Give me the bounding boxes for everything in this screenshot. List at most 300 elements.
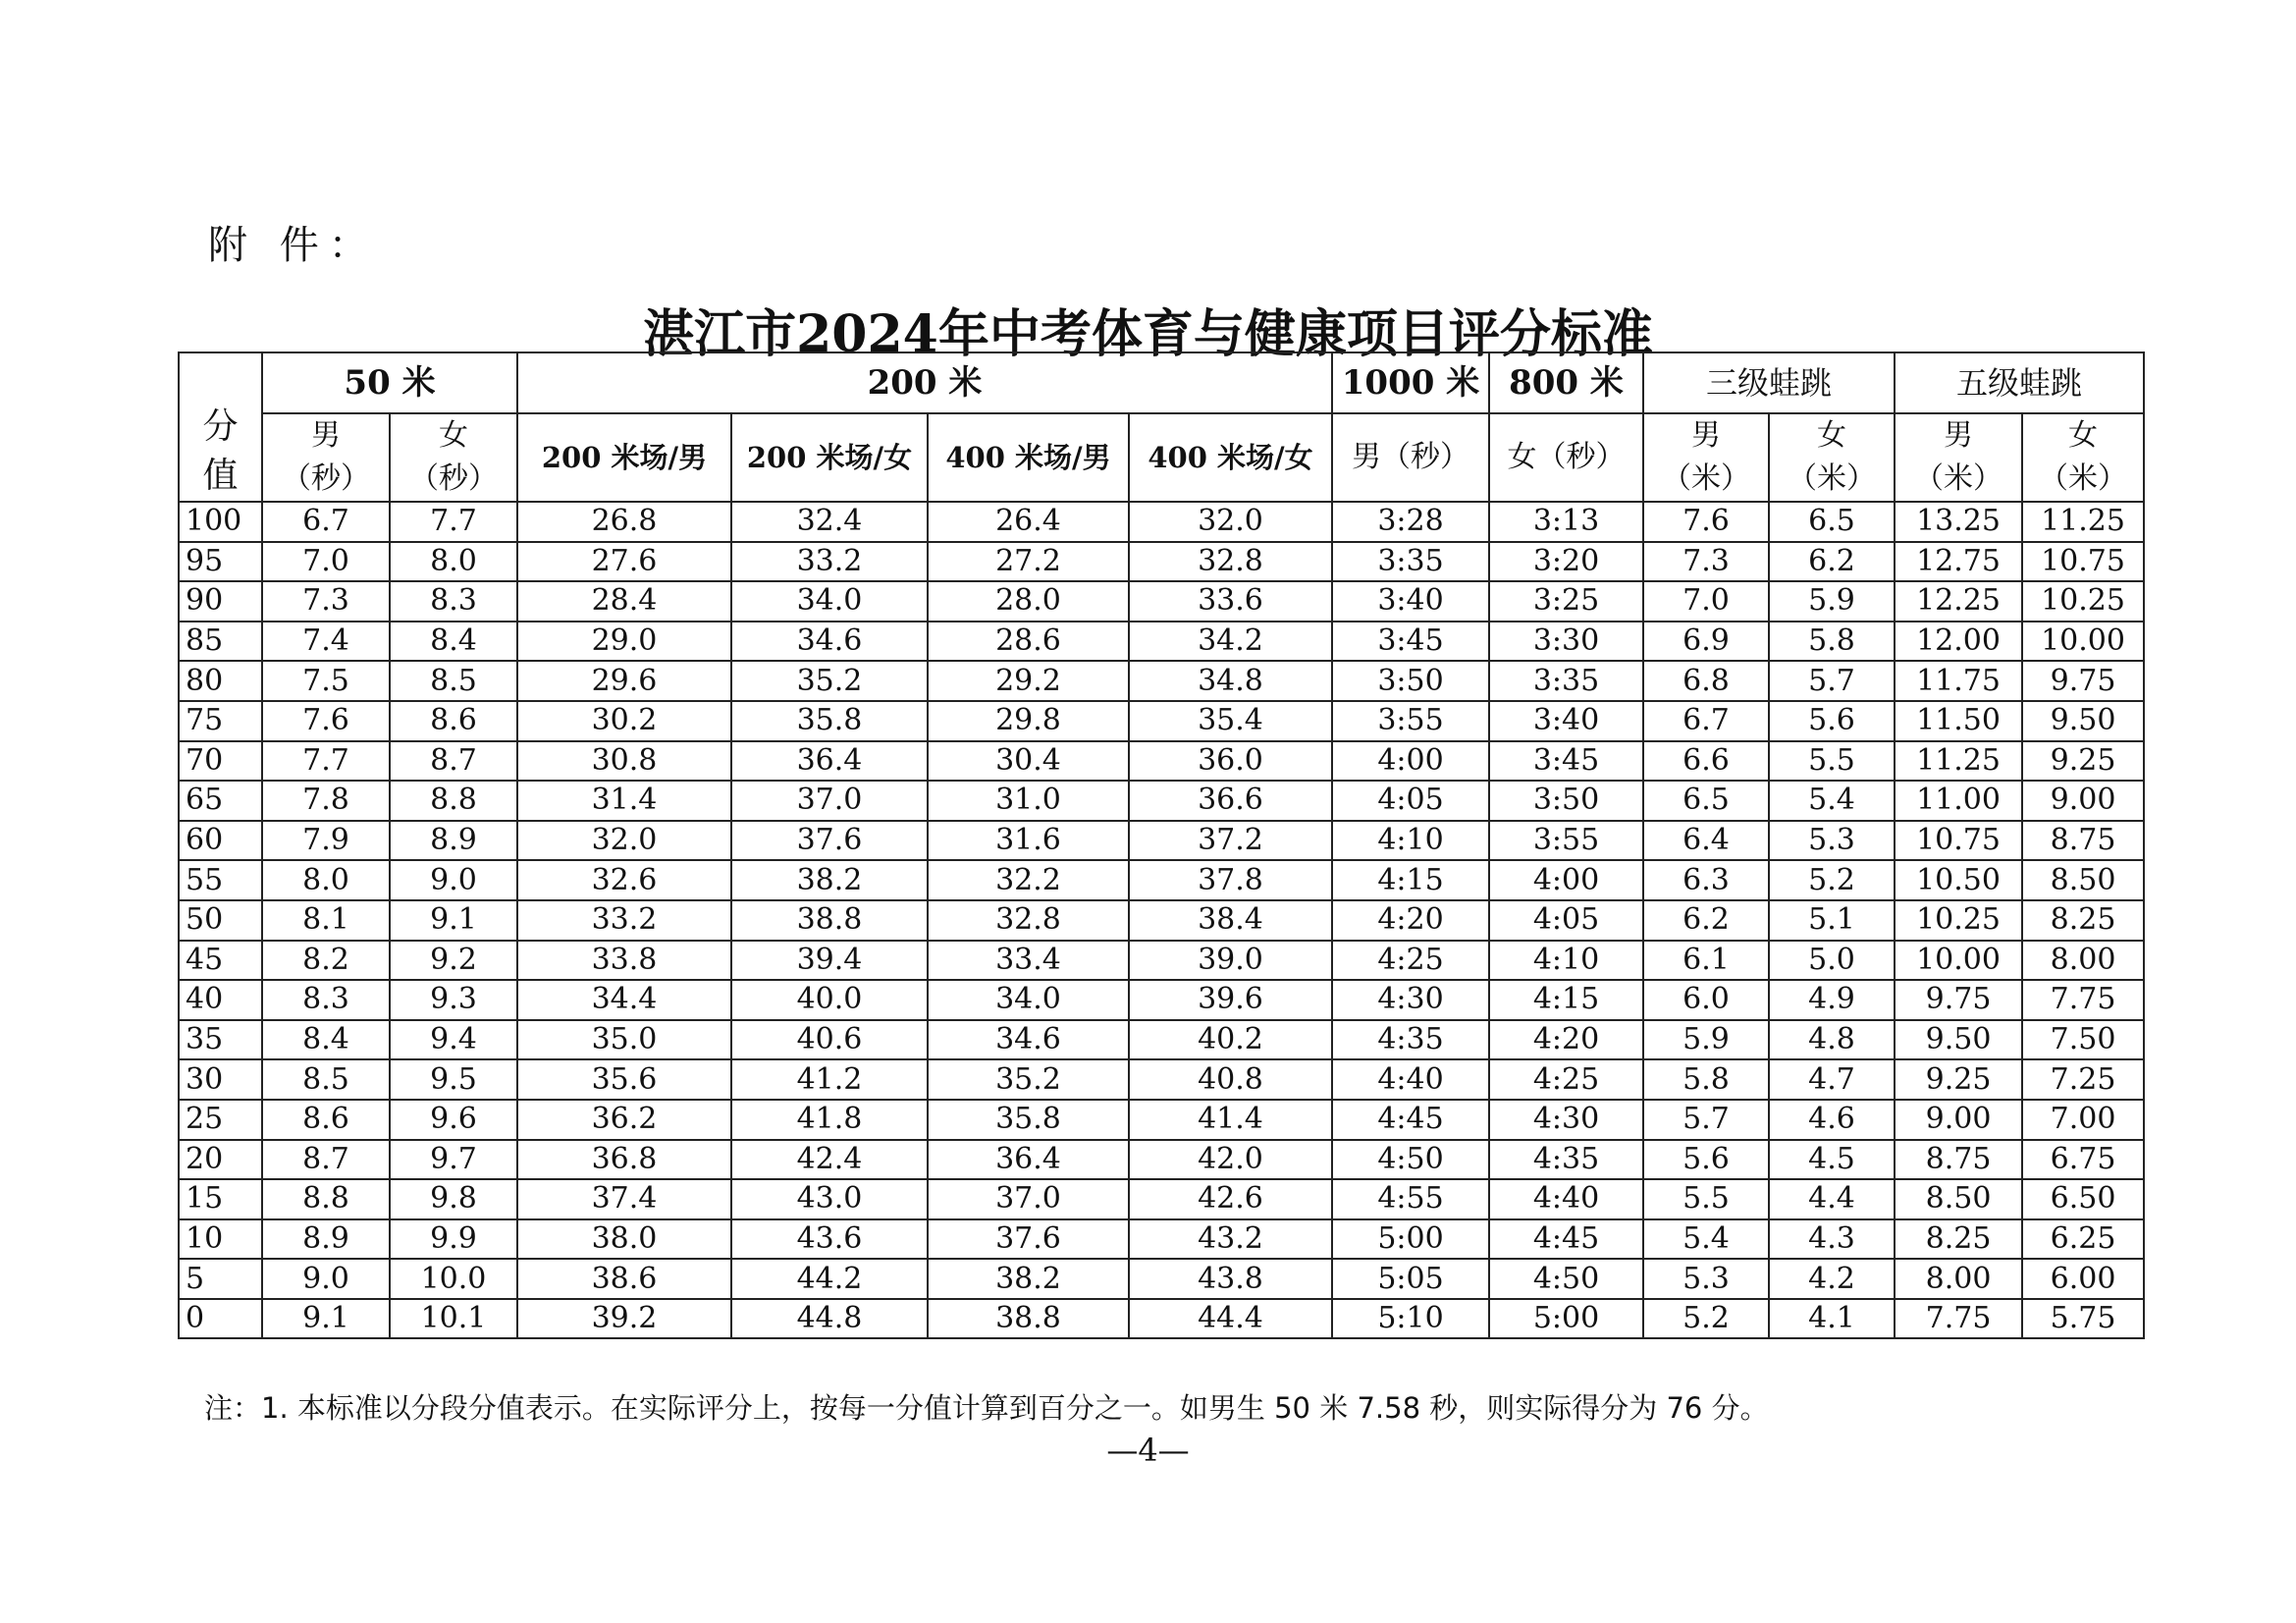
table-cell: 28.4 bbox=[517, 581, 731, 622]
table-cell: 29.0 bbox=[517, 622, 731, 662]
table-cell: 43.8 bbox=[1129, 1259, 1332, 1299]
table-cell: 11.75 bbox=[1895, 661, 2022, 701]
score-cell: 80 bbox=[179, 661, 262, 701]
table-cell: 10.25 bbox=[1895, 900, 2022, 941]
table-cell: 43.0 bbox=[731, 1179, 928, 1219]
table-cell: 3:45 bbox=[1332, 622, 1489, 662]
table-cell: 35.2 bbox=[731, 661, 928, 701]
table-cell: 4:15 bbox=[1332, 860, 1489, 900]
table-cell: 5.9 bbox=[1643, 1020, 1769, 1060]
table-cell: 35.2 bbox=[928, 1059, 1129, 1100]
table-cell: 4:35 bbox=[1332, 1020, 1489, 1060]
table-cell: 6.6 bbox=[1643, 741, 1769, 782]
table-cell: 9.25 bbox=[1895, 1059, 2022, 1100]
table-cell: 29.8 bbox=[928, 701, 1129, 741]
table-cell: 3:45 bbox=[1489, 741, 1643, 782]
table-cell: 37.4 bbox=[517, 1179, 731, 1219]
table-cell: 5.3 bbox=[1643, 1259, 1769, 1299]
table-cell: 8.00 bbox=[1895, 1259, 2022, 1299]
table-row bbox=[179, 781, 2144, 821]
table-cell: 3:30 bbox=[1489, 622, 1643, 662]
table-cell: 3:28 bbox=[1332, 502, 1489, 542]
table-cell: 5:10 bbox=[1332, 1299, 1489, 1339]
table-cell: 10.75 bbox=[1895, 821, 2022, 861]
header-50m-female: 女 （秒） bbox=[390, 413, 517, 502]
table-cell: 4:55 bbox=[1332, 1179, 1489, 1219]
score-cell: 70 bbox=[179, 741, 262, 782]
table-cell: 9.0 bbox=[390, 860, 517, 900]
table-cell: 3:13 bbox=[1489, 502, 1643, 542]
table-cell: 6.50 bbox=[2022, 1179, 2144, 1219]
table-cell: 8.5 bbox=[262, 1059, 390, 1100]
table-cell: 6.5 bbox=[1643, 781, 1769, 821]
table-cell: 7.6 bbox=[262, 701, 390, 741]
table-cell: 35.8 bbox=[928, 1100, 1129, 1140]
table-cell: 8.6 bbox=[390, 701, 517, 741]
table-cell: 5.4 bbox=[1769, 781, 1895, 821]
table-row bbox=[179, 821, 2144, 861]
table-cell: 34.2 bbox=[1129, 622, 1332, 662]
table-row bbox=[179, 661, 2144, 701]
table-cell: 7.0 bbox=[262, 542, 390, 582]
table-cell: 30.8 bbox=[517, 741, 731, 782]
table-cell: 43.2 bbox=[1129, 1219, 1332, 1260]
table-cell: 4:35 bbox=[1489, 1140, 1643, 1180]
table-cell: 4:40 bbox=[1489, 1179, 1643, 1219]
table-cell: 34.0 bbox=[731, 581, 928, 622]
table-cell: 3:50 bbox=[1332, 661, 1489, 701]
table-cell: 27.2 bbox=[928, 542, 1129, 582]
table-cell: 4:30 bbox=[1489, 1100, 1643, 1140]
table-cell: 5.75 bbox=[2022, 1299, 2144, 1339]
header-200m-field-female: 200 米场/女 bbox=[731, 413, 928, 502]
table-cell: 11.50 bbox=[1895, 701, 2022, 741]
table-row bbox=[179, 1219, 2144, 1260]
table-cell: 8.8 bbox=[390, 781, 517, 821]
table-cell: 35.4 bbox=[1129, 701, 1332, 741]
table-cell: 4.4 bbox=[1769, 1179, 1895, 1219]
table-cell: 5:00 bbox=[1489, 1299, 1643, 1339]
table-cell: 10.1 bbox=[390, 1299, 517, 1339]
table-cell: 4:45 bbox=[1332, 1100, 1489, 1140]
table-row bbox=[179, 1140, 2144, 1180]
table-cell: 4:25 bbox=[1489, 1059, 1643, 1100]
table-cell: 6.0 bbox=[1643, 980, 1769, 1020]
table-row bbox=[179, 1179, 2144, 1219]
table-cell: 40.0 bbox=[731, 980, 928, 1020]
table-cell: 4.8 bbox=[1769, 1020, 1895, 1060]
header-frog5-male: 男 （米） bbox=[1895, 413, 2022, 502]
table-row bbox=[179, 1299, 2144, 1339]
table-cell: 7.4 bbox=[262, 622, 390, 662]
table-cell: 26.8 bbox=[517, 502, 731, 542]
table-cell: 8.9 bbox=[390, 821, 517, 861]
table-cell: 8.50 bbox=[1895, 1179, 2022, 1219]
table-cell: 39.0 bbox=[1129, 941, 1332, 981]
table-cell: 7.3 bbox=[1643, 542, 1769, 582]
table-cell: 3:35 bbox=[1489, 661, 1643, 701]
header-score-label: 分 值 bbox=[202, 406, 239, 496]
table-cell: 8.7 bbox=[390, 741, 517, 782]
header-1000m: 1000 米 bbox=[1332, 352, 1489, 413]
table-cell: 9.00 bbox=[2022, 781, 2144, 821]
table-cell: 5.3 bbox=[1769, 821, 1895, 861]
table-cell: 4:45 bbox=[1489, 1219, 1643, 1260]
table-cell: 5.8 bbox=[1643, 1059, 1769, 1100]
table-cell: 5.6 bbox=[1769, 701, 1895, 741]
table-cell: 36.4 bbox=[731, 741, 928, 782]
table-cell: 44.8 bbox=[731, 1299, 928, 1339]
table-cell: 6.7 bbox=[262, 502, 390, 542]
table-cell: 38.8 bbox=[731, 900, 928, 941]
table-row bbox=[179, 701, 2144, 741]
table-cell: 4:40 bbox=[1332, 1059, 1489, 1100]
table-cell: 38.2 bbox=[731, 860, 928, 900]
table-cell: 4.9 bbox=[1769, 980, 1895, 1020]
table-cell: 4:50 bbox=[1332, 1140, 1489, 1180]
table-cell: 33.2 bbox=[517, 900, 731, 941]
table-cell: 4:10 bbox=[1332, 821, 1489, 861]
table-cell: 31.4 bbox=[517, 781, 731, 821]
table-cell: 36.2 bbox=[517, 1100, 731, 1140]
table-cell: 3:55 bbox=[1489, 821, 1643, 861]
table-cell: 4:00 bbox=[1489, 860, 1643, 900]
table-cell: 10.75 bbox=[2022, 542, 2144, 582]
table-cell: 3:35 bbox=[1332, 542, 1489, 582]
table-cell: 26.4 bbox=[928, 502, 1129, 542]
table-cell: 37.2 bbox=[1129, 821, 1332, 861]
header-400m-field-male: 400 米场/男 bbox=[928, 413, 1129, 502]
table-cell: 37.6 bbox=[928, 1219, 1129, 1260]
table-cell: 7.7 bbox=[390, 502, 517, 542]
table-cell: 10.00 bbox=[2022, 622, 2144, 662]
score-cell: 45 bbox=[179, 941, 262, 981]
table-cell: 3:40 bbox=[1489, 701, 1643, 741]
footnote: 注：1. 本标准以分段分值表示。在实际评分上，按每一分值计算到百分之一。如男生 50 米 7.58 秒，则实际得分为 76 分。 bbox=[204, 1391, 1769, 1425]
table-cell: 3:40 bbox=[1332, 581, 1489, 622]
table-cell: 29.6 bbox=[517, 661, 731, 701]
table-row bbox=[179, 622, 2144, 662]
page-number: —4— bbox=[1106, 1432, 1190, 1469]
table-cell: 7.75 bbox=[2022, 980, 2144, 1020]
table-cell: 8.0 bbox=[390, 542, 517, 582]
table-row bbox=[179, 1020, 2144, 1060]
table-cell: 7.3 bbox=[262, 581, 390, 622]
table-row bbox=[179, 1059, 2144, 1100]
table-cell: 9.2 bbox=[390, 941, 517, 981]
table-cell: 9.00 bbox=[1895, 1100, 2022, 1140]
table-cell: 4.6 bbox=[1769, 1100, 1895, 1140]
header-50m-male: 男 （秒） bbox=[262, 413, 390, 502]
score-cell: 90 bbox=[179, 581, 262, 622]
table-cell: 33.2 bbox=[731, 542, 928, 582]
table-cell: 32.8 bbox=[1129, 542, 1332, 582]
table-cell: 8.6 bbox=[262, 1100, 390, 1140]
score-cell: 40 bbox=[179, 980, 262, 1020]
table-cell: 28.6 bbox=[928, 622, 1129, 662]
table-row bbox=[179, 581, 2144, 622]
table-cell: 44.4 bbox=[1129, 1299, 1332, 1339]
table-cell: 7.7 bbox=[262, 741, 390, 782]
table-cell: 8.3 bbox=[262, 980, 390, 1020]
table-cell: 10.00 bbox=[1895, 941, 2022, 981]
table-cell: 6.25 bbox=[2022, 1219, 2144, 1260]
table-row bbox=[179, 900, 2144, 941]
table-cell: 35.0 bbox=[517, 1020, 731, 1060]
table-cell: 40.8 bbox=[1129, 1059, 1332, 1100]
table-cell: 9.5 bbox=[390, 1059, 517, 1100]
table-cell: 11.25 bbox=[2022, 502, 2144, 542]
table-cell: 37.0 bbox=[928, 1179, 1129, 1219]
table-cell: 36.4 bbox=[928, 1140, 1129, 1180]
table-cell: 34.0 bbox=[928, 980, 1129, 1020]
table-cell: 42.4 bbox=[731, 1140, 928, 1180]
table-cell: 38.0 bbox=[517, 1219, 731, 1260]
table-cell: 5.6 bbox=[1643, 1140, 1769, 1180]
table-cell: 12.75 bbox=[1895, 542, 2022, 582]
table-cell: 36.6 bbox=[1129, 781, 1332, 821]
score-cell: 65 bbox=[179, 781, 262, 821]
table-cell: 5:05 bbox=[1332, 1259, 1489, 1299]
table-cell: 4.5 bbox=[1769, 1140, 1895, 1180]
table-cell: 3:25 bbox=[1489, 581, 1643, 622]
score-cell: 30 bbox=[179, 1059, 262, 1100]
table-cell: 5.2 bbox=[1643, 1299, 1769, 1339]
table-cell: 7.0 bbox=[1643, 581, 1769, 622]
score-cell: 10 bbox=[179, 1219, 262, 1260]
table-cell: 8.7 bbox=[262, 1140, 390, 1180]
table-cell: 36.8 bbox=[517, 1140, 731, 1180]
table-cell: 5.5 bbox=[1643, 1179, 1769, 1219]
table-cell: 10.50 bbox=[1895, 860, 2022, 900]
table-cell: 6.9 bbox=[1643, 622, 1769, 662]
table-cell: 4:20 bbox=[1489, 1020, 1643, 1060]
table-cell: 9.1 bbox=[390, 900, 517, 941]
table-cell: 9.50 bbox=[1895, 1020, 2022, 1060]
table-cell: 33.4 bbox=[928, 941, 1129, 981]
table-cell: 32.0 bbox=[517, 821, 731, 861]
header-200m: 200 米 bbox=[517, 352, 1332, 413]
table-cell: 34.8 bbox=[1129, 661, 1332, 701]
table-cell: 4:10 bbox=[1489, 941, 1643, 981]
header-800m: 800 米 bbox=[1489, 352, 1643, 413]
table-cell: 5.1 bbox=[1769, 900, 1895, 941]
table-cell: 5.7 bbox=[1643, 1100, 1769, 1140]
table-cell: 8.4 bbox=[390, 622, 517, 662]
table-cell: 8.75 bbox=[2022, 821, 2144, 861]
table-cell: 44.2 bbox=[731, 1259, 928, 1299]
table-cell: 39.6 bbox=[1129, 980, 1332, 1020]
table-cell: 43.6 bbox=[731, 1219, 928, 1260]
table-cell: 30.2 bbox=[517, 701, 731, 741]
table-cell: 41.4 bbox=[1129, 1100, 1332, 1140]
table-cell: 4:30 bbox=[1332, 980, 1489, 1020]
table-cell: 5:00 bbox=[1332, 1219, 1489, 1260]
table-cell: 4.2 bbox=[1769, 1259, 1895, 1299]
table-cell: 5.4 bbox=[1643, 1219, 1769, 1260]
table-cell: 8.4 bbox=[262, 1020, 390, 1060]
score-cell: 95 bbox=[179, 542, 262, 582]
table-cell: 5.8 bbox=[1769, 622, 1895, 662]
score-cell: 15 bbox=[179, 1179, 262, 1219]
table-cell: 41.2 bbox=[731, 1059, 928, 1100]
table-cell: 9.25 bbox=[2022, 741, 2144, 782]
table-cell: 6.7 bbox=[1643, 701, 1769, 741]
header-400m-field-female: 400 米场/女 bbox=[1129, 413, 1332, 502]
table-cell: 7.50 bbox=[2022, 1020, 2144, 1060]
table-cell: 29.2 bbox=[928, 661, 1129, 701]
score-cell: 85 bbox=[179, 622, 262, 662]
header-frog3-female: 女 （米） bbox=[1769, 413, 1895, 502]
table-cell: 8.1 bbox=[262, 900, 390, 941]
table-cell: 8.00 bbox=[2022, 941, 2144, 981]
table-cell: 4:00 bbox=[1332, 741, 1489, 782]
table-cell: 40.2 bbox=[1129, 1020, 1332, 1060]
table-cell: 32.6 bbox=[517, 860, 731, 900]
table-cell: 30.4 bbox=[928, 741, 1129, 782]
table-cell: 41.8 bbox=[731, 1100, 928, 1140]
table-cell: 9.8 bbox=[390, 1179, 517, 1219]
table-cell: 7.8 bbox=[262, 781, 390, 821]
table-cell: 38.6 bbox=[517, 1259, 731, 1299]
score-cell: 35 bbox=[179, 1020, 262, 1060]
header-row-sub bbox=[179, 413, 2144, 502]
table-cell: 6.5 bbox=[1769, 502, 1895, 542]
table-cell: 9.6 bbox=[390, 1100, 517, 1140]
table-cell: 3:50 bbox=[1489, 781, 1643, 821]
header-row-groups bbox=[179, 352, 2144, 413]
table-cell: 6.00 bbox=[2022, 1259, 2144, 1299]
table-cell: 8.75 bbox=[1895, 1140, 2022, 1180]
table-cell: 33.8 bbox=[517, 941, 731, 981]
score-cell: 20 bbox=[179, 1140, 262, 1180]
table-cell: 28.0 bbox=[928, 581, 1129, 622]
score-cell: 100 bbox=[179, 502, 262, 542]
table-cell: 4:05 bbox=[1332, 781, 1489, 821]
table-cell: 32.2 bbox=[928, 860, 1129, 900]
table-cell: 31.6 bbox=[928, 821, 1129, 861]
table-cell: 9.1 bbox=[262, 1299, 390, 1339]
table-cell: 4.1 bbox=[1769, 1299, 1895, 1339]
page-title: 湛江市2024年中考体育与健康项目评分标准 bbox=[643, 304, 1653, 364]
table-cell: 8.2 bbox=[262, 941, 390, 981]
table-cell: 4:20 bbox=[1332, 900, 1489, 941]
table-cell: 6.4 bbox=[1643, 821, 1769, 861]
header-frog5: 五级蛙跳 bbox=[1895, 352, 2144, 413]
table-row bbox=[179, 980, 2144, 1020]
score-cell: 55 bbox=[179, 860, 262, 900]
table-cell: 6.2 bbox=[1643, 900, 1769, 941]
table-cell: 35.6 bbox=[517, 1059, 731, 1100]
table-cell: 4:25 bbox=[1332, 941, 1489, 981]
score-table-body bbox=[179, 502, 2144, 1338]
table-cell: 6.3 bbox=[1643, 860, 1769, 900]
table-cell: 27.6 bbox=[517, 542, 731, 582]
table-cell: 34.6 bbox=[928, 1020, 1129, 1060]
table-cell: 37.6 bbox=[731, 821, 928, 861]
table-row bbox=[179, 1100, 2144, 1140]
table-cell: 34.4 bbox=[517, 980, 731, 1020]
table-cell: 32.4 bbox=[731, 502, 928, 542]
table-cell: 11.00 bbox=[1895, 781, 2022, 821]
table-cell: 13.25 bbox=[1895, 502, 2022, 542]
score-cell: 0 bbox=[179, 1299, 262, 1339]
table-cell: 5.2 bbox=[1769, 860, 1895, 900]
header-frog3-male: 男 （米） bbox=[1643, 413, 1769, 502]
table-cell: 7.5 bbox=[262, 661, 390, 701]
score-cell: 75 bbox=[179, 701, 262, 741]
table-cell: 9.50 bbox=[2022, 701, 2144, 741]
table-cell: 9.4 bbox=[390, 1020, 517, 1060]
header-50m: 50 米 bbox=[262, 352, 517, 413]
table-row bbox=[179, 741, 2144, 782]
table-cell: 11.25 bbox=[1895, 741, 2022, 782]
header-800m-female: 女（秒） bbox=[1489, 413, 1643, 502]
table-cell: 4.7 bbox=[1769, 1059, 1895, 1100]
table-cell: 31.0 bbox=[928, 781, 1129, 821]
table-cell: 34.6 bbox=[731, 622, 928, 662]
table-row bbox=[179, 542, 2144, 582]
table-cell: 42.0 bbox=[1129, 1140, 1332, 1180]
table-cell: 33.6 bbox=[1129, 581, 1332, 622]
table-cell: 9.0 bbox=[262, 1259, 390, 1299]
table-cell: 4:05 bbox=[1489, 900, 1643, 941]
table-row bbox=[179, 502, 2144, 542]
table-cell: 38.2 bbox=[928, 1259, 1129, 1299]
table-cell: 8.25 bbox=[1895, 1219, 2022, 1260]
table-row bbox=[179, 860, 2144, 900]
header-1000m-male: 男（秒） bbox=[1332, 413, 1489, 502]
table-cell: 9.75 bbox=[1895, 980, 2022, 1020]
table-cell: 9.9 bbox=[390, 1219, 517, 1260]
table-cell: 32.8 bbox=[928, 900, 1129, 941]
table-cell: 6.1 bbox=[1643, 941, 1769, 981]
table-cell: 8.5 bbox=[390, 661, 517, 701]
table-cell: 37.8 bbox=[1129, 860, 1332, 900]
table-cell: 7.6 bbox=[1643, 502, 1769, 542]
table-cell: 36.0 bbox=[1129, 741, 1332, 782]
table-cell: 8.3 bbox=[390, 581, 517, 622]
table-cell: 9.75 bbox=[2022, 661, 2144, 701]
table-cell: 32.0 bbox=[1129, 502, 1332, 542]
table-cell: 4:15 bbox=[1489, 980, 1643, 1020]
table-cell: 7.00 bbox=[2022, 1100, 2144, 1140]
table-cell: 5.7 bbox=[1769, 661, 1895, 701]
score-cell: 25 bbox=[179, 1100, 262, 1140]
table-cell: 6.75 bbox=[2022, 1140, 2144, 1180]
table-cell: 37.0 bbox=[731, 781, 928, 821]
score-cell: 60 bbox=[179, 821, 262, 861]
table-cell: 3:20 bbox=[1489, 542, 1643, 582]
table-cell: 4:50 bbox=[1489, 1259, 1643, 1299]
table-cell: 7.75 bbox=[1895, 1299, 2022, 1339]
score-table bbox=[178, 352, 2145, 1339]
table-cell: 5.9 bbox=[1769, 581, 1895, 622]
table-cell: 8.8 bbox=[262, 1179, 390, 1219]
table-cell: 10.0 bbox=[390, 1259, 517, 1299]
table-cell: 7.9 bbox=[262, 821, 390, 861]
table-cell: 8.0 bbox=[262, 860, 390, 900]
table-cell: 10.25 bbox=[2022, 581, 2144, 622]
table-cell: 4.3 bbox=[1769, 1219, 1895, 1260]
table-cell: 8.25 bbox=[2022, 900, 2144, 941]
table-cell: 6.8 bbox=[1643, 661, 1769, 701]
table-cell: 6.2 bbox=[1769, 542, 1895, 582]
header-frog5-female: 女 （米） bbox=[2022, 413, 2144, 502]
table-cell: 38.8 bbox=[928, 1299, 1129, 1339]
table-cell: 35.8 bbox=[731, 701, 928, 741]
header-frog3: 三级蛙跳 bbox=[1643, 352, 1895, 413]
